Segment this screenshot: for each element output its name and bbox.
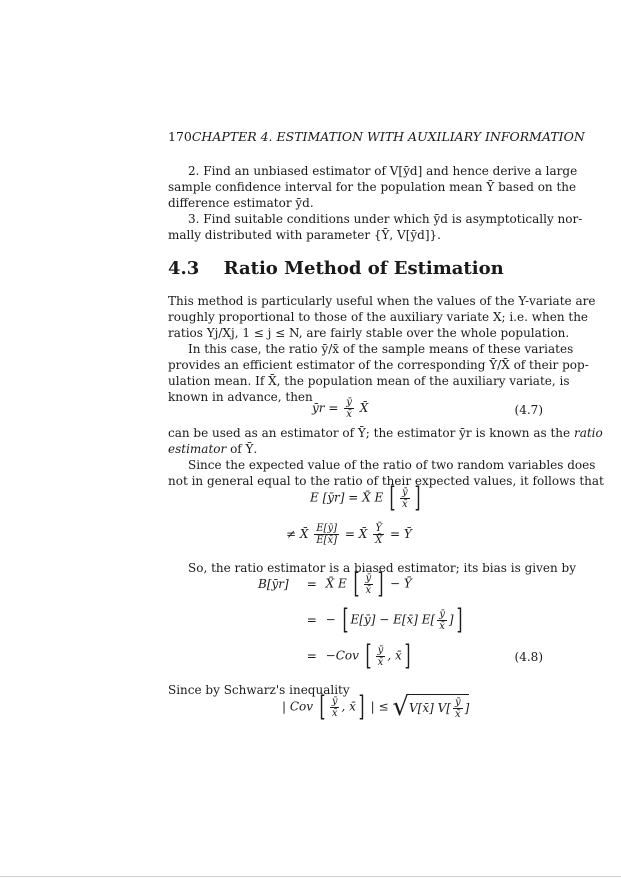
eq48-row-1 — [258, 567, 412, 600]
section-number: 4.3 — [168, 258, 200, 279]
eq48-r1-num: ȳ — [365, 572, 372, 584]
eq48-r3-den: x̄ — [377, 656, 384, 668]
para2-line-1: In this case, the ratio ȳ/x̄ of the sample means of these variates — [188, 342, 574, 356]
para4-line-1: Since the expected value of the ratio of two random variables does — [188, 458, 596, 472]
exp-row2-lead: ≠ X̄ — [286, 527, 309, 541]
para2-line-4: known in advance, then — [168, 390, 313, 404]
right-bracket: ] — [414, 481, 421, 514]
schwarz-relation: | ≤ — [370, 699, 389, 714]
eq47-numerator: ȳ — [346, 397, 352, 408]
para3-ratio-term: ratio — [573, 426, 603, 440]
exp-row2-den2: X̄ — [375, 535, 383, 546]
eq48-lhs: B[ȳr] — [258, 576, 289, 591]
exercise-2-line-2: sample confidence interval for the population mean Ȳ based on the — [168, 180, 577, 194]
para3-text: can be used as an estimator of Ȳ; the estimator ȳr is known as the — [168, 426, 571, 440]
eq48-r1-den: x̄ — [365, 584, 372, 596]
exercise-3-line-2: mally distributed with parameter {Ȳ, V[ȳd]}. — [168, 228, 441, 242]
exp-row1-lhs: E [ȳr] = X̄ E — [310, 490, 384, 505]
schwarz-fraction — [330, 696, 340, 719]
schwarz-den: x̄ — [331, 707, 338, 719]
schwarz-mid: , x̄ — [341, 699, 356, 714]
eq48-r2-den: x̄ — [439, 620, 445, 632]
eq47-fraction — [344, 397, 354, 420]
para3-line-1 — [168, 425, 603, 441]
para1-line-2: roughly proportional to those of the auxiliary variate X; i.e. when the — [168, 310, 589, 324]
eq48-r1-fraction — [364, 573, 374, 596]
eq48-r3-num: ȳ — [377, 644, 384, 656]
exercise-3-line-1: 3. Find suitable conditions under which ȳd is asymptotically nor- — [188, 212, 583, 226]
eq48-r1-a: X̄ E — [325, 576, 347, 591]
schwarz-inequality — [282, 692, 469, 722]
eq48-r3-a: −Cov — [325, 648, 359, 663]
equation-number-4-8: (4.8) — [514, 650, 543, 664]
eq48-row-3 — [258, 639, 413, 672]
schwarz-root-close: ] — [464, 701, 470, 715]
eq48-r2-a: − — [325, 612, 336, 627]
exp-row1-fraction — [400, 487, 410, 510]
eq48-r2-num: ȳ — [439, 608, 445, 620]
eq48-r2-eq: = — [306, 612, 317, 627]
para6-line-1: Since by Schwarz's inequality — [168, 683, 350, 697]
eq48-r3-fraction — [376, 645, 386, 668]
running-header — [168, 129, 585, 145]
exp-row2-fraction-1 — [314, 523, 339, 546]
eq47-rhs: X̄ — [359, 401, 369, 415]
exp-row2-num1: E[ȳ] — [316, 523, 338, 534]
exp-row1-den: x̄ — [402, 498, 408, 510]
left-bracket: [ — [353, 567, 360, 600]
para1-line-3: ratios Yj/Xj, 1 ≤ j ≤ N, are fairly stable over the whole population. — [168, 326, 570, 340]
right-bracket: ] — [456, 603, 463, 636]
right-bracket: ] — [404, 639, 411, 672]
para3-line-2 — [168, 441, 257, 457]
exp-row2-den1: E[x̄] — [316, 535, 337, 546]
page-number: 170 — [168, 129, 192, 144]
schwarz-root-den: x̄ — [454, 709, 461, 720]
eq48-r2-close: ] — [448, 612, 454, 627]
eq48-r1-eq: = — [306, 576, 317, 591]
left-bracket: [ — [365, 639, 372, 672]
running-title: CHAPTER 4. ESTIMATION WITH AUXILIARY INFORMATION — [191, 129, 585, 144]
exp-row2-end: = Ȳ — [390, 527, 412, 541]
section-heading — [168, 258, 504, 280]
eq48-r3-b: , x̄ — [387, 648, 402, 663]
exp-row1-num: ȳ — [402, 486, 408, 498]
sqrt-radicand — [409, 694, 469, 720]
exp-row2-num2: Ȳ — [373, 523, 384, 535]
para3-estimator-term: estimator — [168, 442, 227, 456]
page-bottom-rule — [0, 876, 621, 877]
equation-number-4-7: (4.7) — [514, 403, 543, 417]
equation-4-7 — [312, 397, 368, 420]
exp-row2-mid: = X̄ — [344, 527, 368, 541]
schwarz-root-fraction — [453, 697, 463, 720]
para2-line-3: ulation mean. If X̄, the population mean of the auxiliary variate, is — [168, 374, 570, 388]
para5-line-1: So, the ratio estimator is a biased estimator; its bias is given by — [188, 561, 576, 575]
para2-line-2: provides an efficient estimator of the corresponding Ȳ/X̄ of their pop- — [168, 358, 589, 372]
exercise-2-line-3: difference estimator ȳd. — [168, 196, 314, 210]
eq47-lhs: ȳr = — [312, 401, 339, 415]
eq48-row-2 — [258, 603, 465, 636]
exercise-2-line-1: 2. Find an unbiased estimator of V[ȳd] and hence derive a large — [188, 164, 578, 178]
eq47-denominator: x̄ — [346, 409, 352, 420]
expectation-row-2 — [286, 523, 412, 546]
para4-line-2: not in general equal to the ratio of their expected values, it follows that — [168, 474, 604, 488]
eq48-r3-eq: = — [306, 648, 317, 663]
schwarz-root-num: ȳ — [454, 697, 461, 708]
schwarz-lhs: | Cov — [282, 699, 314, 714]
right-bracket: ] — [358, 690, 365, 723]
exp-row2-fraction-2 — [373, 523, 384, 546]
left-bracket: [ — [389, 481, 396, 514]
eq48-r2-body: E[ȳ] − E[x̄] E[ — [350, 612, 436, 627]
expectation-row-1 — [310, 481, 423, 514]
right-bracket: ] — [377, 567, 384, 600]
eq48-r1-b: − Ȳ — [389, 576, 412, 591]
left-bracket: [ — [342, 603, 349, 636]
section-title: Ratio Method of Estimation — [223, 258, 504, 279]
para1-line-1: This method is particularly useful when the values of the Y-variate are — [168, 294, 596, 308]
schwarz-num: ȳ — [331, 695, 338, 707]
para3-end: of Ȳ. — [230, 442, 258, 456]
eq48-r2-fraction — [437, 609, 447, 632]
sqrt-icon: √ — [392, 692, 409, 722]
left-bracket: [ — [319, 690, 326, 723]
schwarz-root-text: V[x̄] V[ — [408, 701, 451, 715]
